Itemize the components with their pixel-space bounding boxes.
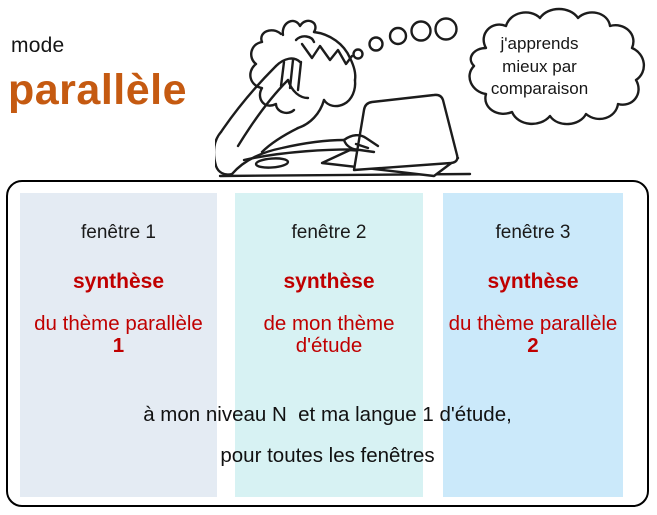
thought-line: comparaison: [490, 79, 589, 98]
keyword-synthese: synthèse: [72, 270, 165, 293]
panel-detail-line1: du thème parallèle: [448, 312, 618, 335]
panel-detail-line2: d'étude: [295, 334, 363, 357]
thought-dot: [354, 50, 363, 59]
thought-dot: [370, 38, 383, 51]
windows-diagram-box: [6, 180, 649, 507]
panel-detail-line2: 1: [112, 334, 125, 357]
panel-detail-line1: du thème parallèle: [34, 312, 203, 335]
window-title: fenêtre 2: [291, 222, 367, 243]
panel-detail-line2: 2: [527, 334, 539, 357]
keyword-synthese: synthèse: [487, 270, 579, 293]
thought-dot: [436, 19, 457, 40]
thought-dot: [390, 28, 406, 44]
keyword-synthese: synthèse: [283, 270, 375, 293]
laptop-screen: [354, 95, 457, 170]
window-title: fenêtre 1: [81, 222, 156, 243]
footer-line-1: à mon niveau N et ma langue 1 d'étude,: [143, 403, 512, 426]
thought-line: j'apprends: [500, 34, 579, 53]
mouse-shape: [256, 157, 289, 168]
thought-dot: [412, 22, 431, 41]
mode-label: mode: [11, 34, 65, 57]
thought-bubble-text: [462, 33, 617, 101]
window-title: fenêtre 3: [495, 222, 571, 243]
footer-note: [8, 394, 647, 476]
page-title: parallèle: [8, 66, 187, 114]
footer-line-2: pour toutes les fenêtres: [220, 444, 435, 467]
thought-line: mieux par: [502, 56, 577, 76]
panel-detail-line1: de mon thème: [263, 312, 395, 335]
